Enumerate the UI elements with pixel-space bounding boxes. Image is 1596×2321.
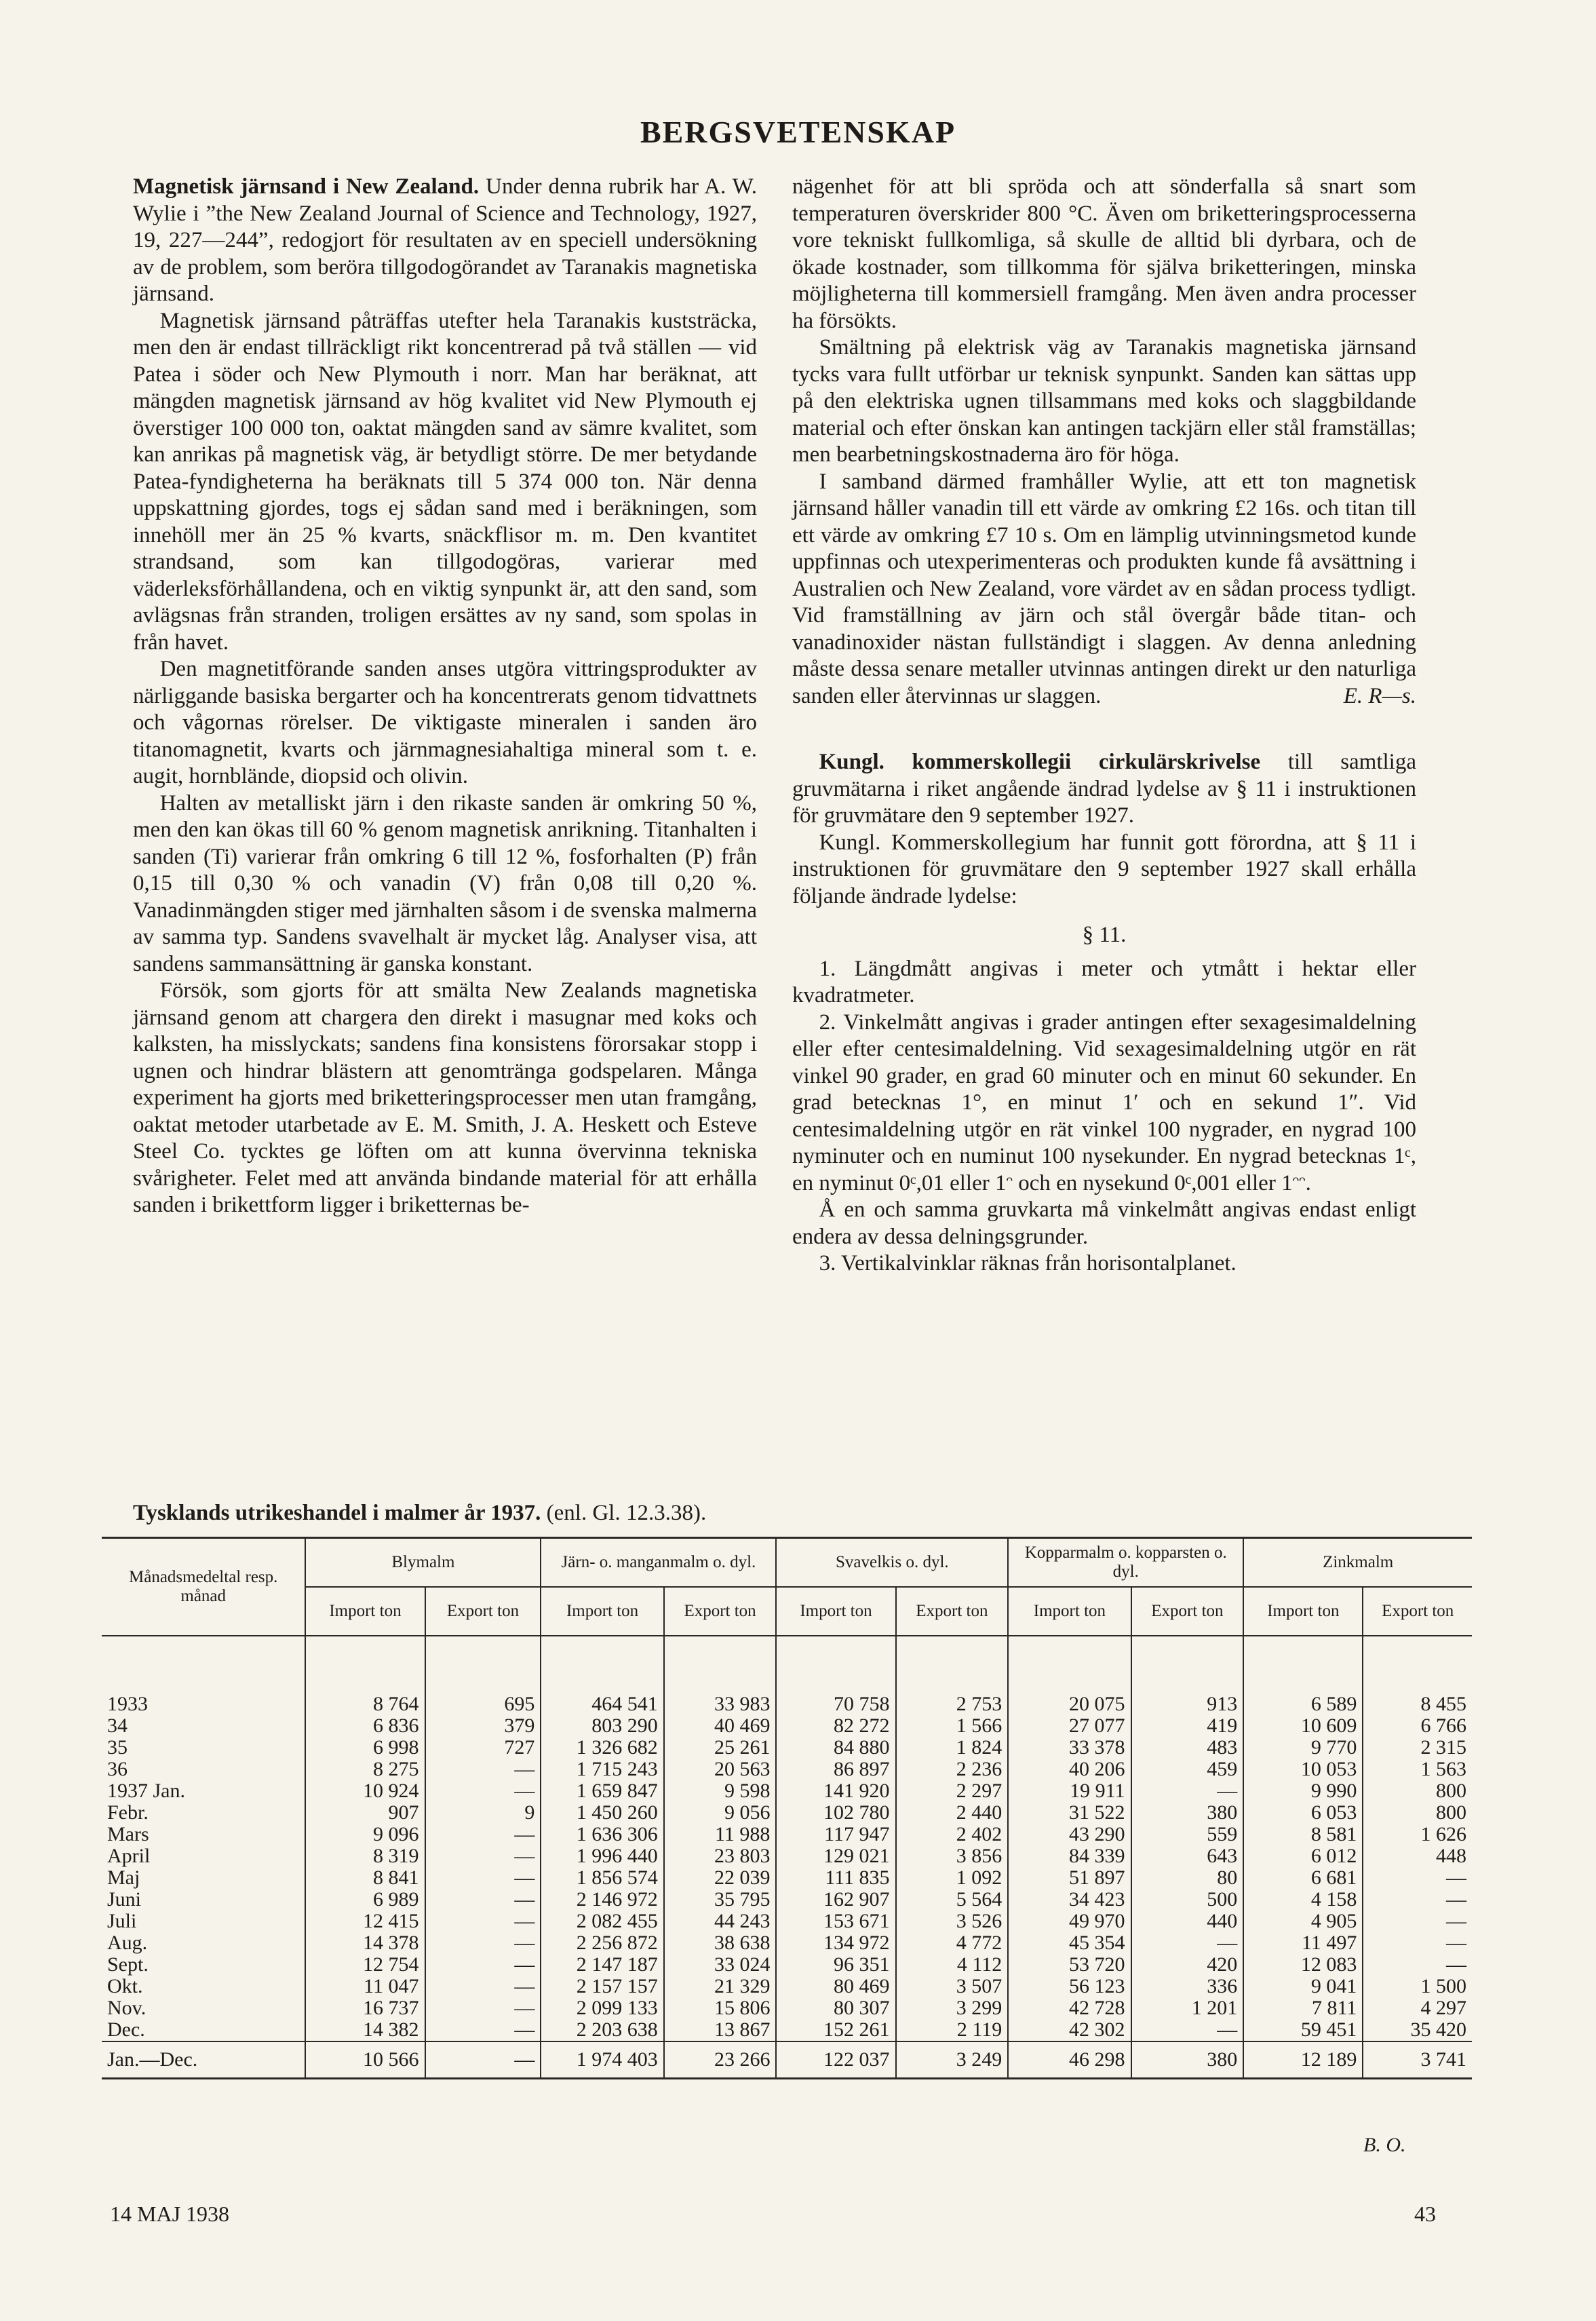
- table-cell: 643: [1131, 1845, 1244, 1867]
- table-row: [102, 1759, 1472, 1780]
- table-cell: 1 563: [1420, 1758, 1466, 1780]
- table-cell: 500: [1131, 1889, 1244, 1911]
- left-column: [133, 174, 757, 1219]
- table-cell: 1 824: [896, 1737, 1009, 1759]
- table-cell: 9 990: [1243, 1780, 1363, 1802]
- table-cell: 695: [425, 1636, 541, 1715]
- table-row: [102, 1867, 1472, 1889]
- table-cell: 45 354: [1008, 1932, 1131, 1954]
- row-label: Aug.: [102, 1932, 305, 1954]
- table-cell: 1 659 847: [541, 1780, 663, 1802]
- table-cell: 1 500: [1420, 1975, 1466, 1997]
- table-cell: 420: [1131, 1954, 1244, 1976]
- table-row: [102, 1715, 1472, 1737]
- table-cell: 1 715 243: [541, 1759, 663, 1780]
- table-cell: 111 835: [776, 1867, 895, 1889]
- table-cell: 122 037: [776, 2041, 895, 2079]
- table-cell: 419: [1131, 1715, 1244, 1737]
- table-cell: 27 077: [1008, 1715, 1131, 1737]
- table-cell: 19 911: [1008, 1780, 1131, 1802]
- table-cell: 2 402: [896, 1824, 1009, 1845]
- table-cell: 6 836: [305, 1715, 425, 1737]
- table-cell: 33 983: [664, 1636, 777, 1715]
- row-label: Juli: [102, 1911, 305, 1932]
- table-cell: 84 339: [1008, 1845, 1131, 1867]
- table-cell: 483: [1131, 1737, 1244, 1759]
- row-label: 34: [102, 1715, 305, 1737]
- table-cell: —: [425, 1845, 541, 1867]
- table-cell: 35 420: [1410, 2018, 1466, 2041]
- import-header: Import ton: [541, 1587, 663, 1636]
- row-label: 36: [102, 1759, 305, 1780]
- table-cell: 913: [1131, 1636, 1244, 1715]
- table-row: [102, 1737, 1472, 1759]
- article1-p1: Under denna rubrik har A. W. Wylie i ”the New Zealand Journal of Science and Technology, 1927, 19, 227—244”, redogjort för resultaten av en speciell undersökning av de problem, som beröra tillgodogörandet av Taranakis magnetiska järnsand.: [133, 174, 758, 306]
- table-cell: 6 989: [305, 1889, 425, 1911]
- table-cell: 152 261: [776, 2019, 895, 2041]
- table-cell: 440: [1131, 1911, 1244, 1932]
- table-cell: 2 236: [896, 1759, 1009, 1780]
- table-cell: 464 541: [541, 1636, 663, 1715]
- table-cell: 102 780: [776, 1802, 895, 1824]
- table-row: [102, 1889, 1472, 1911]
- article2-p2: Kungl. Kommerskollegium har funnit gott förordna, att § 11 i instruktionen för gruvmätare den 9 september 1927 skall erhålla följande ändrade lydelse:: [792, 830, 1416, 908]
- table-cell: 80: [1131, 1867, 1244, 1889]
- table-cell: 44 243: [664, 1911, 777, 1932]
- table-cell: 21 329: [664, 1976, 777, 1997]
- table-cell: 2 440: [896, 1802, 1009, 1824]
- table-cell: 82 272: [776, 1715, 895, 1737]
- item-3: 3. Vertikalvinklar räknas från horisontalplanet.: [819, 1251, 1237, 1275]
- article1-p5: Försök, som gjorts för att smälta New Zealands magnetiska järnsand genom att chargera den direkt i masugnar med koks och kalksten, ha misslyckats; sandens fina konsistens förorsakar stopp i ugnen och hindrar blästern att genomtränga godspelaren. Många experiment ha gjorts med briketteringsprocesser men utan framgång, oaktat metoder utarbetade av E. M. Smith, J. A. Heskett och Esteve Steel Co. tycktes ge löften om att kunna övervinna tekniska svårigheter. Felet med att använda bindande material för att erhålla sanden i brikettform ligger i briketternas be-: [133, 978, 757, 1217]
- article1-p5-continued: nägenhet för att bli spröda och att sönderfalla så snart som temperaturen överskrider 800 °C. Även om briketteringsprocesserna vore tekniskt fullkomliga, så skulle de alltid bli dyrbara, och de ökade kostnader, som tillkomma för själva briketteringen, minska möjligheterna till kommersiell framgång. Men även andra processer ha försökts.: [792, 174, 1416, 333]
- table-cell: 6 053: [1243, 1802, 1363, 1824]
- section-mark: § 11.: [1082, 923, 1127, 947]
- table-cell: 3 526: [896, 1911, 1009, 1932]
- row-header: Månadsmedeltal resp. månad: [102, 1538, 305, 1636]
- table-cell: 22 039: [664, 1867, 777, 1889]
- table-cell: 84 880: [776, 1737, 895, 1759]
- table-cell: 727: [425, 1737, 541, 1759]
- table-cell: 3 741: [1363, 2041, 1472, 2079]
- table-cell: 6 681: [1243, 1867, 1363, 1889]
- table-cell: 1 092: [896, 1867, 1009, 1889]
- table-cell: 42 728: [1008, 1997, 1131, 2019]
- table-cell: 51 897: [1008, 1867, 1131, 1889]
- table-cell: —: [425, 1911, 541, 1932]
- table-cell: —: [1446, 1932, 1466, 1954]
- item-2-b: Å en och samma gruvkarta må vinkelmått angivas endast enligt endera av dessa delningsgrunder.: [792, 1197, 1416, 1249]
- table-cell: 2 256 872: [541, 1932, 663, 1954]
- table-cell: —: [425, 1976, 541, 1997]
- page-number: 43: [1414, 2202, 1436, 2226]
- table-cell: 9 041: [1243, 1976, 1363, 1997]
- row-label: Okt.: [102, 1976, 305, 1997]
- row-label: Jan.—Dec.: [102, 2041, 305, 2079]
- article1-p6: Smältning på elektrisk väg av Taranakis magnetiska järnsand tycks vara fullt utförbar ur teknisk synpunkt. Sanden kan sättas upp på den elektriska ugnen tillsammans med koks och slaggbildande material och efter önskan kan antingen tackjärn eller stål framställas; men bearbetningskostnaderna äro för höga.: [792, 335, 1416, 467]
- row-label: 35: [102, 1737, 305, 1759]
- row-label: 1933: [102, 1636, 305, 1715]
- table-cell: 25 261: [664, 1737, 777, 1759]
- table-cell: 2 146 972: [541, 1889, 663, 1911]
- row-label: 1937 Jan.: [102, 1780, 305, 1802]
- table-cell: 10 566: [305, 2041, 425, 2079]
- table-cell: 8 319: [305, 1845, 425, 1867]
- table-row: [102, 1802, 1472, 1824]
- table-cell: 380: [1131, 1802, 1244, 1824]
- table-cell: —: [1131, 2019, 1244, 2041]
- table-cell: 33 024: [664, 1954, 777, 1976]
- table-cell: 1 566: [896, 1715, 1009, 1737]
- table-cell: 9: [425, 1802, 541, 1824]
- row-label: Mars: [102, 1824, 305, 1845]
- row-label: Nov.: [102, 1997, 305, 2019]
- row-label: Maj: [102, 1867, 305, 1889]
- table-cell: 70 758: [776, 1636, 895, 1715]
- table-row: [102, 1780, 1472, 1802]
- table-cell: 43 290: [1008, 1824, 1131, 1845]
- table-cell: —: [425, 1932, 541, 1954]
- table-cell: 1 626: [1420, 1823, 1466, 1845]
- table-cell: 4 905: [1243, 1911, 1363, 1932]
- table-row: [102, 1954, 1472, 1976]
- table-cell: 1 996 440: [541, 1845, 663, 1867]
- table-cell: 4 772: [896, 1932, 1009, 1954]
- item-1: 1. Längdmått angivas i meter och ytmått i hektar eller kvadratmeter.: [792, 956, 1416, 1008]
- table-cell: 380: [1131, 2041, 1244, 2079]
- article2-lead: Kungl. kommerskollegii cirkulärskrivelse: [819, 750, 1261, 774]
- table-row: [102, 1824, 1472, 1845]
- table-cell: 49 970: [1008, 1911, 1131, 1932]
- export-header: Export ton: [425, 1587, 541, 1636]
- article1-p3: Den magnetitförande sanden anses utgöra vittringsprodukter av närliggande basiska bergarter och ha koncentrerats genom tidvattnets och vågornas rörelser. De viktigaste mineralen i sanden äro titanomagnetit, kvarts och järnmagnesiahaltiga mineral som t. e. augit, hornblände, diopsid och olivin.: [133, 657, 757, 788]
- table-cell: 34 423: [1008, 1889, 1131, 1911]
- table-cell: 53 720: [1008, 1954, 1131, 1976]
- article1-lead: Magnetisk järnsand i New Zealand.: [133, 174, 480, 199]
- table-cell: 141 920: [776, 1780, 895, 1802]
- table-cell: 2 147 187: [541, 1954, 663, 1976]
- table-cell: 4 112: [896, 1954, 1009, 1976]
- item-2: 2. Vinkelmått angivas i grader antingen efter sexagesimaldelning eller efter centesimaldelning. Vid sexagesimaldelning utgör en rät vinkel 90 grader, en grad 60 minuter och en minut 60 sekunder. En grad betecknas 1°, en minut 1′ och en sekund 1″. Vid centesimaldelning utgör en rät vinkel 100 nygrader, en nygrad 100 nyminuter och en numinut 100 nysekunder. En nygrad betecknas 1ᶜ, en nyminut 0ᶜ,01 eller 1ᵔ och en nysekund 0ᶜ,001 eller 1ᵔᵔ.: [792, 1010, 1416, 1195]
- table-cell: 35 795: [664, 1889, 777, 1911]
- table-row: [102, 1911, 1472, 1932]
- table-cell: 38 638: [664, 1932, 777, 1954]
- table-cell: 20 075: [1008, 1636, 1131, 1715]
- table-cell: 1 326 682: [541, 1737, 663, 1759]
- table-title: [133, 1501, 706, 1526]
- export-header: Export ton: [1131, 1587, 1244, 1636]
- group-header: Kopparmalm o. kopparsten o. dyl.: [1008, 1538, 1243, 1588]
- table-cell: 6 012: [1243, 1845, 1363, 1867]
- table-cell: —: [425, 1954, 541, 1976]
- article1-p7-paragraph: [792, 469, 1416, 710]
- table-cell: 2 203 638: [541, 2019, 663, 2041]
- table-cell: 336: [1131, 1976, 1244, 1997]
- table-cell: 3 299: [896, 1997, 1009, 2019]
- article1-first-paragraph: [133, 174, 757, 308]
- table-cell: 4 158: [1243, 1889, 1363, 1911]
- table-cell: 448: [1436, 1845, 1466, 1867]
- table-cell: 23 803: [664, 1845, 777, 1867]
- table-cell: 134 972: [776, 1932, 895, 1954]
- table-cell: —: [425, 1824, 541, 1845]
- table-cell: 33 378: [1008, 1737, 1131, 1759]
- row-label: Juni: [102, 1889, 305, 1911]
- table-cell: 16 737: [305, 1997, 425, 2019]
- table-cell: 11 988: [664, 1824, 777, 1845]
- table-cell: 31 522: [1008, 1802, 1131, 1824]
- table-cell: 9 770: [1243, 1737, 1363, 1759]
- table-cell: 40 469: [664, 1715, 777, 1737]
- table-cell: 2 297: [896, 1780, 1009, 1802]
- article1-p4: Halten av metalliskt järn i den rikaste sanden är omkring 50 %, men den kan ökas till 60 % genom magnetisk anrikning. Titanhalten i sanden (Ti) varierar från omkring 6 till 12 %, fosforhalten (P) från 0,15 till 0,30 % och vanadin (V) från 0,08 till 0,20 %. Vanadinmängden stiger med järnhalten såsom i de svenska malmerna av samma typ. Sandens svavelhalt är mycket låg. Analyser visa, att sandens sammansättning är ganska konstant.: [133, 790, 757, 976]
- table-cell: 2 099 133: [541, 1997, 663, 2019]
- import-header: Import ton: [776, 1587, 895, 1636]
- table-cell: 20 563: [664, 1759, 777, 1780]
- row-label: Febr.: [102, 1802, 305, 1824]
- table-cell: 800: [1436, 1780, 1466, 1802]
- import-header: Import ton: [305, 1587, 425, 1636]
- export-header: Export ton: [1363, 1587, 1472, 1636]
- table-cell: 15 806: [664, 1997, 777, 2019]
- table-cell: 2 119: [896, 2019, 1009, 2041]
- table-cell: 12 415: [305, 1911, 425, 1932]
- table-row: [102, 1845, 1472, 1867]
- table-cell: 2 157 157: [541, 1976, 663, 1997]
- table-cell: 40 206: [1008, 1759, 1131, 1780]
- table-cell: —: [1446, 1910, 1466, 1932]
- section-heading: BERGSVETENSKAP: [640, 115, 956, 149]
- table-cell: 59 451: [1243, 2019, 1363, 2041]
- table-cell: 46 298: [1008, 2041, 1131, 2079]
- table-cell: 1 974 403: [541, 2041, 663, 2079]
- table-row: [102, 2019, 1472, 2041]
- table-cell: —: [1446, 1866, 1466, 1889]
- table-cell: 7 811: [1243, 1997, 1363, 2019]
- table-cell: 3 856: [896, 1845, 1009, 1867]
- export-header: Export ton: [896, 1587, 1009, 1636]
- table-cell: 459: [1131, 1759, 1244, 1780]
- table-row: [102, 1636, 1472, 1715]
- table-cell: 3 249: [896, 2041, 1009, 2079]
- table-cell: 14 378: [305, 1932, 425, 1954]
- right-column: [792, 174, 1416, 1278]
- table-cell: —: [425, 1759, 541, 1780]
- table-title-note: (enl. Gl. 12.3.38).: [546, 1501, 707, 1525]
- table-title-bold: Tysklands utrikeshandel i malmer år 1937.: [133, 1501, 541, 1525]
- table-cell: 4 297: [1420, 1997, 1466, 2019]
- import-header: Import ton: [1243, 1587, 1363, 1636]
- table-cell: 5 564: [896, 1889, 1009, 1911]
- table-cell: —: [425, 1997, 541, 2019]
- table-cell: 10 924: [305, 1780, 425, 1802]
- table-row: [102, 1932, 1472, 1954]
- table-cell: 907: [305, 1802, 425, 1824]
- table-cell: 800: [1436, 1801, 1466, 1824]
- table-cell: 153 671: [776, 1911, 895, 1932]
- table-cell: 8 581: [1243, 1824, 1363, 1845]
- table-cell: 86 897: [776, 1759, 895, 1780]
- article2-p1: till samtliga gruvmätarna i riket angående ändrad lydelse av § 11 i instruktionen för gruvmätare den 9 september 1927.: [792, 750, 1416, 828]
- table-cell: 2 315: [1420, 1736, 1466, 1759]
- table-cell: 117 947: [776, 1824, 895, 1845]
- table-cell: 12 083: [1243, 1954, 1363, 1976]
- table-signature: B. O.: [1363, 2134, 1406, 2156]
- table-row: [102, 2041, 1472, 2079]
- table-cell: —: [1131, 1780, 1244, 1802]
- table-cell: 80 307: [776, 1997, 895, 2019]
- table-cell: 10 609: [1243, 1715, 1363, 1737]
- table-cell: 8 275: [305, 1759, 425, 1780]
- table-cell: 12 189: [1243, 2041, 1363, 2079]
- table-cell: —: [425, 2041, 541, 2079]
- table-cell: 129 021: [776, 1845, 895, 1867]
- export-header: Export ton: [664, 1587, 777, 1636]
- table-cell: 3 507: [896, 1976, 1009, 1997]
- table-cell: 2 753: [896, 1636, 1009, 1715]
- table-row: [102, 1997, 1472, 2019]
- table-cell: 42 302: [1008, 2019, 1131, 2041]
- table-cell: 9 096: [305, 1824, 425, 1845]
- table-cell: 6 589: [1243, 1636, 1363, 1715]
- table-cell: 1 450 260: [541, 1802, 663, 1824]
- table-cell: 23 266: [664, 2041, 777, 2079]
- table-cell: 80 469: [776, 1976, 895, 1997]
- table-cell: 13 867: [664, 2019, 777, 2041]
- group-header: Järn- o. manganmalm o. dyl.: [541, 1538, 776, 1588]
- table-cell: 8 764: [305, 1636, 425, 1715]
- article1-signature: E. R—s.: [1343, 683, 1416, 708]
- table-cell: 6 766: [1420, 1714, 1466, 1737]
- table-cell: 2 082 455: [541, 1911, 663, 1932]
- table-cell: 1 856 574: [541, 1867, 663, 1889]
- row-label: Sept.: [102, 1954, 305, 1976]
- table-body: [102, 1636, 1472, 2079]
- table-row: [102, 1976, 1472, 1997]
- row-label: April: [102, 1845, 305, 1867]
- table-cell: 6 998: [305, 1737, 425, 1759]
- ore-trade-table: [102, 1537, 1472, 2079]
- table-cell: 379: [425, 1715, 541, 1737]
- table-cell: 96 351: [776, 1954, 895, 1976]
- table-cell: 162 907: [776, 1889, 895, 1911]
- table-cell: 9 056: [664, 1802, 777, 1824]
- table-cell: 10 053: [1243, 1759, 1363, 1780]
- table-cell: —: [425, 1780, 541, 1802]
- table-cell: —: [425, 2019, 541, 2041]
- table-cell: 8 455: [1420, 1693, 1466, 1715]
- table-cell: 559: [1131, 1824, 1244, 1845]
- table-cell: 9 598: [664, 1780, 777, 1802]
- group-header: Svavelkis o. dyl.: [776, 1538, 1008, 1588]
- table-cell: —: [1131, 1932, 1244, 1954]
- table-cell: 1 201: [1131, 1997, 1244, 2019]
- group-header: Zinkmalm: [1243, 1538, 1472, 1588]
- table-cell: 14 382: [305, 2019, 425, 2041]
- table-cell: 1 636 306: [541, 1824, 663, 1845]
- article1-p2: Magnetisk järnsand påträffas utefter hela Taranakis kuststräcka, men den är endast tillräckligt rikt koncentrerad på två ställen — vid Patea i söder och New Plymouth i norr. Man har beräknat, att mängden magnetisk järnsand av hög kvalitet vid New Plymouth ej överstiger 100 000 ton, oaktat mängden sand av sämre kvalitet, som kan anrikas på magnetisk väg, är betydligt större. De mer betydande Patea-fyndigheterna ha beräknats till 5 374 000 ton. När denna uppskattning gjordes, togs ej sådan sand med i beräkningen, som innehöll mer än 25 % kvarts, snäckflisor m. m. Den kvantitet strandsand, som kan tillgodogöras, varierar med väderleksförhållandena, och en viktig synpunkt är, att den sand, som avlägsnas från stranden, troligen ersättes av ny sand, som spolas in från havet.: [133, 308, 757, 655]
- table-cell: —: [1446, 1888, 1466, 1911]
- table-cell: —: [1446, 1953, 1466, 1976]
- row-label: Dec.: [102, 2019, 305, 2041]
- table-cell: 12 754: [305, 1954, 425, 1976]
- article1-p7: I samband därmed framhåller Wylie, att ett ton magnetisk järnsand håller vanadin till ett värde av omkring £2 16s. och titan till ett värde av omkring £7 10 s. Om en lämplig utvinningsmetod kunde uppfinnas och utexperimenteras och produkten kunde få avsättning i Australien och New Zealand, vore värdet av en sådan process tydligt. Vid framställning av järn och stål övergår både titan- och vanadinoxider nästan fullständigt i slaggen. Av denna anledning måste dessa senare metaller utvinnas antingen direkt ur den naturliga sanden eller återvinnas ur slaggen.: [792, 469, 1416, 708]
- footer-date: 14 MAJ 1938: [110, 2202, 230, 2226]
- table-cell: —: [425, 1867, 541, 1889]
- table-cell: —: [425, 1889, 541, 1911]
- table-cell: 56 123: [1008, 1976, 1131, 1997]
- import-header: Import ton: [1008, 1587, 1131, 1636]
- group-header: Blymalm: [305, 1538, 541, 1588]
- table-cell: 8 841: [305, 1867, 425, 1889]
- table-cell: 11 047: [305, 1976, 425, 1997]
- table-cell: 803 290: [541, 1715, 663, 1737]
- table-cell: 11 497: [1243, 1932, 1363, 1954]
- article2-first-paragraph: [792, 749, 1416, 830]
